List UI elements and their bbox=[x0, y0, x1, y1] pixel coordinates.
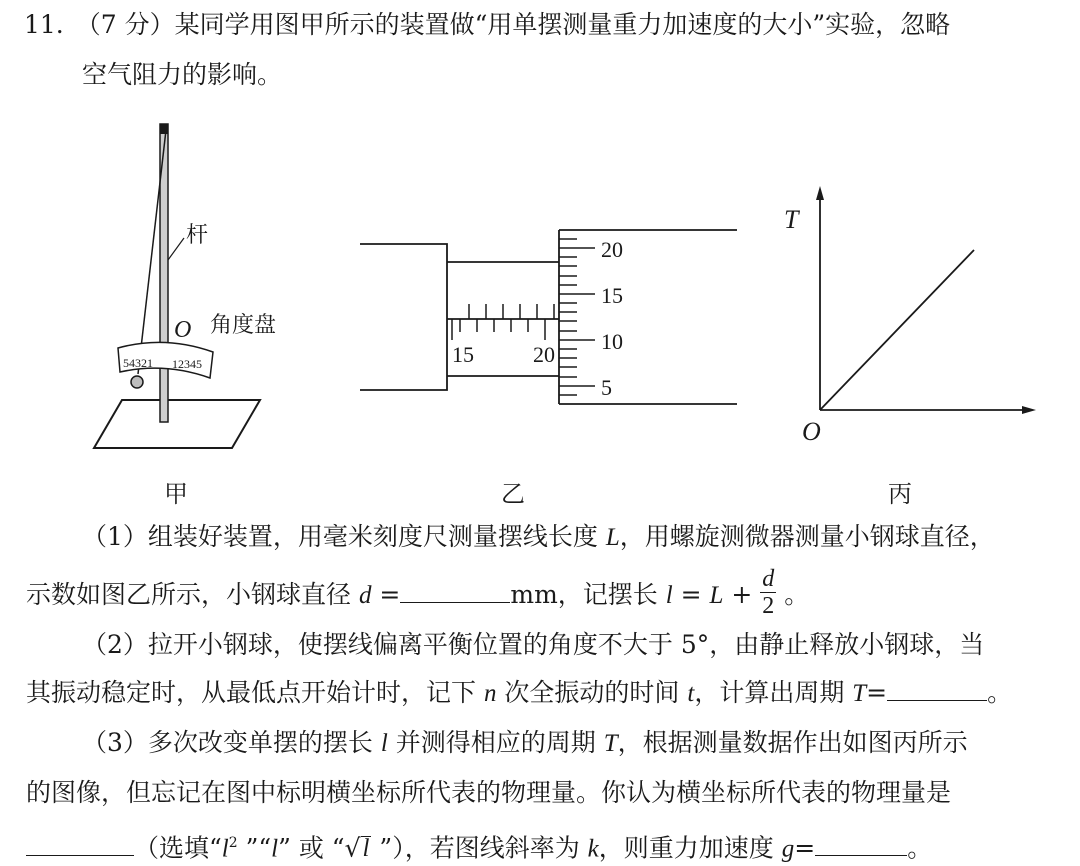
part2-line-1: （2）拉开小钢球，使摆线偏离平衡位置的角度不大于 5°，由静止释放小钢球，当 bbox=[82, 630, 985, 659]
fraction-d-over-2: $\frac{d}{2}$ bbox=[762, 566, 775, 619]
thimble-label-10: 10 bbox=[601, 329, 623, 354]
question-line-2: 空气阻力的影响。 bbox=[82, 60, 283, 89]
figure-jia bbox=[80, 110, 310, 520]
part2-line-2: 其振动稳定时，从最低点开始计时，记下 n 次全振动的时间 t，计算出周期 T= 。 bbox=[26, 678, 1013, 707]
answer-blank-g[interactable] bbox=[815, 833, 907, 856]
figure-bing bbox=[780, 180, 1060, 520]
question-line-1 bbox=[24, 8, 950, 42]
caption-jia: 甲 bbox=[164, 482, 188, 508]
x-axis-arrow bbox=[1022, 406, 1036, 414]
origin-label: O bbox=[802, 417, 821, 446]
pivot-label: O bbox=[174, 317, 192, 343]
answer-blank-x-quantity[interactable] bbox=[26, 833, 134, 856]
question-stem: （7 分）某同学用图甲所示的装置做“用单摆测量重力加速度的大小”实验，忽略 bbox=[75, 10, 951, 39]
answer-blank-diameter[interactable] bbox=[400, 580, 510, 603]
part3-line-1: （3）多次改变单摆的摆长 l 并测得相应的周期 T，根据测量数据作出如图丙所示 bbox=[82, 728, 968, 757]
part3-line-2: 的图像，但忘记在图中标明横坐标所代表的物理量。你认为横坐标所代表的物理量是 bbox=[26, 778, 952, 807]
caption-bing: 丙 bbox=[888, 482, 912, 508]
dial-label: 角度盘 bbox=[210, 312, 277, 337]
thimble-ticks bbox=[559, 239, 595, 395]
figure-yi bbox=[355, 220, 745, 520]
main-scale-upper-ticks bbox=[469, 304, 554, 319]
part3-line-3: （选填“$l^2$ ”“l” 或 “√l ”），若图线斜率为 k，则重力加速度 g= 。 bbox=[26, 826, 932, 866]
y-axis-label: T bbox=[784, 205, 799, 234]
thimble-label-20: 20 bbox=[601, 237, 623, 262]
dial-left-text: 54321 bbox=[123, 356, 153, 370]
part1-line-2: 示数如图乙所示，小钢球直径 d = mm，记摆长 l = L + $\frac{d}{2}$ 。 bbox=[26, 566, 810, 619]
base-plate bbox=[94, 400, 260, 448]
question-number: 11. bbox=[24, 10, 64, 39]
sqrt-symbol: √ bbox=[344, 833, 361, 863]
micrometer-frame bbox=[360, 244, 447, 390]
steel-ball bbox=[131, 376, 143, 388]
part1-line-1: （1）组装好装置，用毫米刻度尺测量摆线长度 L，用螺旋测微器测量小钢球直径， bbox=[82, 522, 995, 551]
dial-right-text: 12345 bbox=[172, 357, 202, 371]
y-axis-arrow bbox=[816, 186, 824, 200]
main-scale-label-20: 20 bbox=[533, 342, 555, 367]
thimble-label-5: 5 bbox=[601, 375, 612, 400]
rod-leader-line bbox=[168, 238, 184, 260]
thimble-label-15: 15 bbox=[601, 283, 623, 308]
answer-blank-period[interactable] bbox=[887, 678, 987, 701]
rod-top bbox=[160, 124, 168, 134]
caption-yi: 乙 bbox=[501, 482, 525, 508]
graph-line bbox=[820, 250, 974, 410]
rod-label: 杆 bbox=[186, 222, 209, 247]
main-scale-lower-ticks bbox=[452, 319, 545, 340]
main-scale-label-15: 15 bbox=[452, 342, 474, 367]
